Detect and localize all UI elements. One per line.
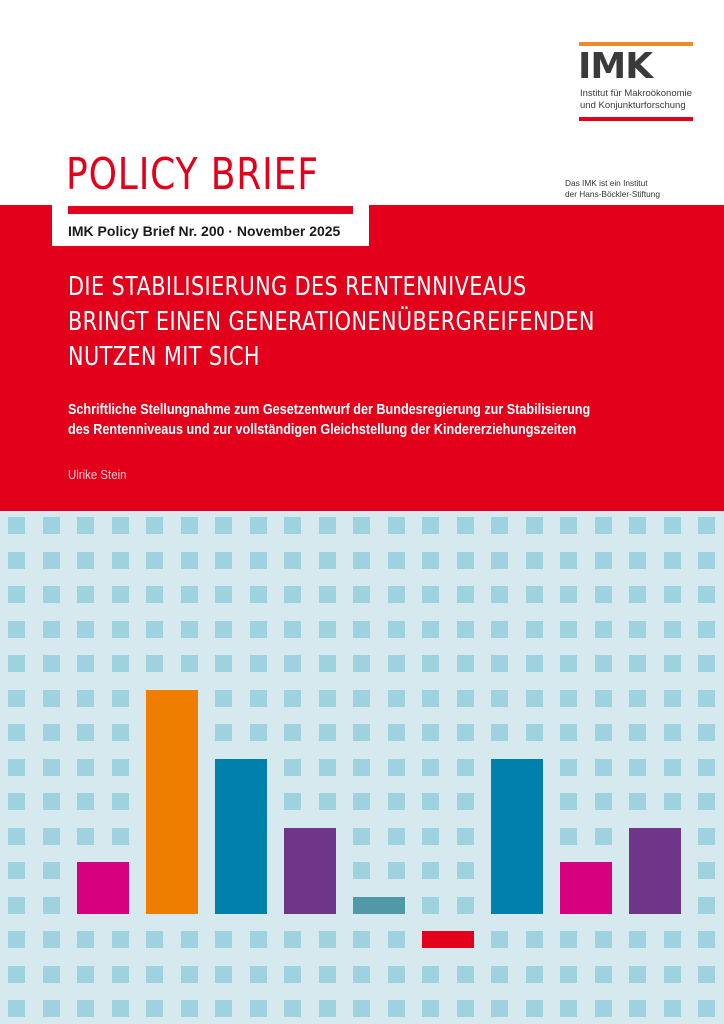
grid-square — [353, 862, 370, 879]
grid-square — [422, 621, 439, 638]
grid-square — [457, 586, 474, 603]
grid-square — [457, 828, 474, 845]
decorative-bar — [77, 862, 129, 914]
grid-square — [8, 517, 25, 534]
grid-square — [250, 517, 267, 534]
grid-square — [284, 793, 301, 810]
grid-square — [146, 931, 163, 948]
grid-square — [250, 586, 267, 603]
grid-square — [8, 724, 25, 741]
grid-square — [250, 966, 267, 983]
grid-square — [43, 621, 60, 638]
grid-square — [353, 552, 370, 569]
grid-square — [8, 552, 25, 569]
decorative-bar — [422, 931, 474, 948]
grid-square — [698, 1000, 715, 1017]
grid-square — [77, 552, 94, 569]
grid-square — [77, 517, 94, 534]
grid-square — [422, 586, 439, 603]
grid-square — [388, 793, 405, 810]
grid-square — [388, 966, 405, 983]
grid-square — [560, 724, 577, 741]
grid-square — [77, 1000, 94, 1017]
grid-square — [491, 724, 508, 741]
grid-square — [422, 897, 439, 914]
grid-square — [422, 793, 439, 810]
grid-square — [491, 931, 508, 948]
grid-square — [595, 724, 612, 741]
grid-square — [664, 690, 681, 707]
grid-square — [353, 1000, 370, 1017]
grid-square — [43, 552, 60, 569]
decorative-bar — [560, 862, 612, 914]
grid-square — [629, 517, 646, 534]
grid-square — [629, 931, 646, 948]
logo-subtitle-line2: und Konjunkturforschung — [580, 100, 686, 111]
grid-square — [664, 966, 681, 983]
grid-square — [457, 966, 474, 983]
grid-square — [629, 621, 646, 638]
grid-square — [77, 586, 94, 603]
grid-square — [112, 759, 129, 776]
grid-square — [112, 931, 129, 948]
grid-square — [629, 655, 646, 672]
grid-square — [422, 1000, 439, 1017]
grid-square — [319, 690, 336, 707]
grid-square — [112, 828, 129, 845]
grid-square — [77, 966, 94, 983]
grid-square — [422, 690, 439, 707]
grid-square — [8, 1000, 25, 1017]
grid-square — [215, 724, 232, 741]
grid-square — [353, 724, 370, 741]
grid-square — [664, 655, 681, 672]
grid-square — [353, 828, 370, 845]
logo-subtitle-line1: Institut für Makroökonomie — [580, 88, 692, 99]
grid-square — [457, 517, 474, 534]
grid-square — [526, 552, 543, 569]
grid-square — [698, 897, 715, 914]
grid-square — [319, 1000, 336, 1017]
grid-square — [388, 655, 405, 672]
grid-square — [491, 655, 508, 672]
main-title — [68, 270, 595, 375]
grid-square — [181, 517, 198, 534]
grid-square — [8, 828, 25, 845]
grid-square — [388, 517, 405, 534]
grid-square — [560, 966, 577, 983]
grid-square — [77, 690, 94, 707]
grid-square — [698, 793, 715, 810]
grid-square — [457, 621, 474, 638]
grid-square — [319, 621, 336, 638]
grid-square — [560, 690, 577, 707]
grid-square — [146, 655, 163, 672]
grid-square — [457, 793, 474, 810]
grid-square — [43, 517, 60, 534]
logo-subtitle — [580, 88, 710, 112]
grid-square — [215, 690, 232, 707]
grid-square — [77, 621, 94, 638]
grid-square — [388, 828, 405, 845]
grid-square — [526, 1000, 543, 1017]
grid-square — [698, 621, 715, 638]
grid-square — [698, 759, 715, 776]
grid-square — [77, 724, 94, 741]
grid-square — [215, 621, 232, 638]
grid-square — [388, 621, 405, 638]
grid-square — [664, 1000, 681, 1017]
grid-square — [629, 586, 646, 603]
series-title-underline — [68, 206, 353, 214]
grid-square — [595, 690, 612, 707]
grid-square — [388, 552, 405, 569]
grid-square — [560, 621, 577, 638]
grid-square — [560, 1000, 577, 1017]
grid-square — [698, 517, 715, 534]
grid-square — [422, 552, 439, 569]
grid-square — [388, 724, 405, 741]
grid-square — [388, 931, 405, 948]
grid-square — [146, 621, 163, 638]
grid-square — [526, 966, 543, 983]
title-line: BRINGT EINEN GENERATIONENÜBERGREIFENDEN — [68, 307, 595, 337]
grid-square — [43, 655, 60, 672]
grid-square — [595, 552, 612, 569]
grid-square — [698, 552, 715, 569]
grid-square — [284, 931, 301, 948]
grid-square — [388, 759, 405, 776]
subtitle — [68, 400, 590, 440]
grid-square — [491, 966, 508, 983]
grid-square — [112, 966, 129, 983]
grid-square — [698, 724, 715, 741]
grid-square — [526, 931, 543, 948]
author: Ulrike Stein — [68, 467, 127, 482]
grid-square — [422, 655, 439, 672]
issue-line: IMK Policy Brief Nr. 200 · November 2025 — [68, 223, 341, 239]
grid-square — [77, 793, 94, 810]
grid-square — [319, 552, 336, 569]
grid-square — [560, 517, 577, 534]
grid-square — [595, 1000, 612, 1017]
grid-square — [284, 655, 301, 672]
grid-square — [181, 1000, 198, 1017]
title-line: NUTZEN MIT SICH — [68, 342, 260, 372]
grid-square — [698, 655, 715, 672]
grid-square — [698, 931, 715, 948]
grid-square — [43, 931, 60, 948]
grid-square — [77, 759, 94, 776]
grid-square — [215, 517, 232, 534]
grid-square — [181, 966, 198, 983]
grid-square — [319, 655, 336, 672]
grid-square — [353, 655, 370, 672]
grid-square — [595, 966, 612, 983]
grid-square — [457, 1000, 474, 1017]
grid-square — [215, 655, 232, 672]
grid-square — [215, 966, 232, 983]
grid-square — [43, 897, 60, 914]
grid-square — [250, 552, 267, 569]
grid-square — [491, 552, 508, 569]
grid-square — [146, 586, 163, 603]
grid-square — [422, 517, 439, 534]
grid-square — [215, 586, 232, 603]
grid-square — [698, 966, 715, 983]
grid-square — [250, 1000, 267, 1017]
grid-square — [629, 690, 646, 707]
grid-square — [664, 552, 681, 569]
grid-square — [43, 862, 60, 879]
grid-square — [146, 552, 163, 569]
foundation-line1: Das IMK ist ein Institut — [565, 178, 648, 188]
grid-square — [560, 793, 577, 810]
grid-square — [8, 759, 25, 776]
grid-square — [77, 655, 94, 672]
grid-square — [284, 690, 301, 707]
grid-square — [112, 586, 129, 603]
grid-square — [215, 552, 232, 569]
grid-square — [457, 724, 474, 741]
grid-square — [664, 759, 681, 776]
grid-square — [112, 793, 129, 810]
foundation-note — [565, 178, 660, 200]
grid-square — [284, 1000, 301, 1017]
grid-square — [595, 586, 612, 603]
grid-square — [284, 759, 301, 776]
subtitle-line: des Rentenniveaus und zur vollständigen Gleichstellung der Kindererziehungszeiten — [68, 422, 577, 438]
logo-bottom-rule — [579, 117, 693, 121]
grid-square — [112, 552, 129, 569]
grid-square — [353, 759, 370, 776]
grid-square — [43, 966, 60, 983]
grid-square — [698, 828, 715, 845]
grid-square — [284, 586, 301, 603]
grid-square — [8, 793, 25, 810]
grid-square — [664, 793, 681, 810]
grid-square — [250, 931, 267, 948]
grid-square — [526, 586, 543, 603]
title-line: DIE STABILISIERUNG DES RENTENNIVEAUS — [68, 272, 527, 302]
grid-square — [353, 793, 370, 810]
decorative-bar — [146, 690, 198, 914]
grid-square — [491, 690, 508, 707]
grid-square — [319, 966, 336, 983]
grid-square — [595, 517, 612, 534]
grid-square — [629, 793, 646, 810]
grid-square — [422, 966, 439, 983]
grid-square — [560, 655, 577, 672]
grid-square — [215, 1000, 232, 1017]
grid-square — [457, 897, 474, 914]
grid-square — [526, 724, 543, 741]
grid-square — [595, 621, 612, 638]
decorative-bar-grid — [0, 511, 724, 1024]
grid-square — [43, 759, 60, 776]
grid-square — [629, 759, 646, 776]
subtitle-line: Schriftliche Stellungnahme zum Gesetzentwurf der Bundesregierung zur Stabilisierung — [68, 402, 591, 418]
grid-square — [146, 517, 163, 534]
grid-square — [491, 517, 508, 534]
grid-square — [250, 655, 267, 672]
grid-square — [181, 586, 198, 603]
grid-square — [112, 655, 129, 672]
grid-square — [181, 931, 198, 948]
grid-square — [112, 690, 129, 707]
decorative-bar — [215, 759, 267, 914]
grid-square — [43, 828, 60, 845]
grid-square — [629, 1000, 646, 1017]
grid-square — [319, 517, 336, 534]
grid-square — [284, 966, 301, 983]
grid-square — [595, 793, 612, 810]
grid-square — [422, 724, 439, 741]
grid-square — [664, 586, 681, 603]
grid-square — [112, 621, 129, 638]
grid-square — [491, 1000, 508, 1017]
grid-square — [319, 793, 336, 810]
grid-square — [284, 724, 301, 741]
grid-square — [8, 862, 25, 879]
grid-square — [43, 793, 60, 810]
grid-square — [77, 828, 94, 845]
grid-square — [353, 586, 370, 603]
grid-square — [698, 690, 715, 707]
grid-square — [43, 1000, 60, 1017]
grid-square — [698, 586, 715, 603]
foundation-line2: der Hans-Böckler-Stiftung — [565, 189, 660, 199]
grid-square — [457, 690, 474, 707]
grid-square — [146, 1000, 163, 1017]
series-title: POLICY BRIEF — [66, 149, 319, 200]
grid-square — [319, 931, 336, 948]
grid-square — [388, 586, 405, 603]
grid-square — [112, 517, 129, 534]
grid-square — [181, 552, 198, 569]
grid-square — [181, 621, 198, 638]
grid-square — [560, 586, 577, 603]
grid-square — [629, 724, 646, 741]
grid-square — [284, 621, 301, 638]
grid-square — [560, 931, 577, 948]
grid-square — [664, 517, 681, 534]
grid-square — [422, 759, 439, 776]
grid-square — [250, 621, 267, 638]
grid-square — [146, 966, 163, 983]
grid-square — [353, 517, 370, 534]
grid-square — [112, 1000, 129, 1017]
grid-square — [8, 655, 25, 672]
grid-square — [8, 966, 25, 983]
grid-square — [215, 931, 232, 948]
grid-square — [8, 897, 25, 914]
imk-logo: IMK — [578, 46, 653, 87]
grid-square — [353, 690, 370, 707]
decorative-bar — [491, 759, 543, 914]
grid-square — [422, 828, 439, 845]
grid-square — [664, 724, 681, 741]
grid-square — [491, 621, 508, 638]
grid-square — [388, 690, 405, 707]
grid-square — [664, 621, 681, 638]
grid-square — [319, 759, 336, 776]
grid-square — [353, 966, 370, 983]
grid-square — [43, 724, 60, 741]
grid-square — [77, 931, 94, 948]
grid-square — [353, 931, 370, 948]
grid-square — [8, 931, 25, 948]
grid-square — [457, 759, 474, 776]
grid-square — [595, 828, 612, 845]
grid-square — [250, 690, 267, 707]
grid-square — [319, 724, 336, 741]
grid-square — [629, 552, 646, 569]
grid-square — [491, 586, 508, 603]
grid-square — [457, 552, 474, 569]
grid-square — [8, 690, 25, 707]
decorative-bar — [629, 828, 681, 914]
grid-square — [422, 862, 439, 879]
grid-square — [664, 931, 681, 948]
grid-square — [595, 931, 612, 948]
grid-square — [457, 862, 474, 879]
grid-square — [8, 621, 25, 638]
grid-square — [284, 552, 301, 569]
grid-square — [698, 862, 715, 879]
grid-square — [526, 690, 543, 707]
grid-square — [560, 828, 577, 845]
grid-square — [560, 759, 577, 776]
grid-square — [250, 724, 267, 741]
grid-square — [526, 655, 543, 672]
grid-square — [457, 655, 474, 672]
grid-square — [388, 1000, 405, 1017]
grid-square — [526, 517, 543, 534]
grid-square — [112, 724, 129, 741]
grid-square — [43, 586, 60, 603]
grid-square — [388, 862, 405, 879]
grid-square — [284, 517, 301, 534]
grid-square — [595, 655, 612, 672]
decorative-bar — [284, 828, 336, 914]
grid-square — [629, 966, 646, 983]
grid-square — [353, 621, 370, 638]
grid-square — [43, 690, 60, 707]
grid-square — [595, 759, 612, 776]
decorative-bar — [353, 897, 405, 914]
grid-square — [526, 621, 543, 638]
grid-square — [560, 552, 577, 569]
grid-square — [8, 586, 25, 603]
grid-square — [181, 655, 198, 672]
grid-square — [319, 586, 336, 603]
